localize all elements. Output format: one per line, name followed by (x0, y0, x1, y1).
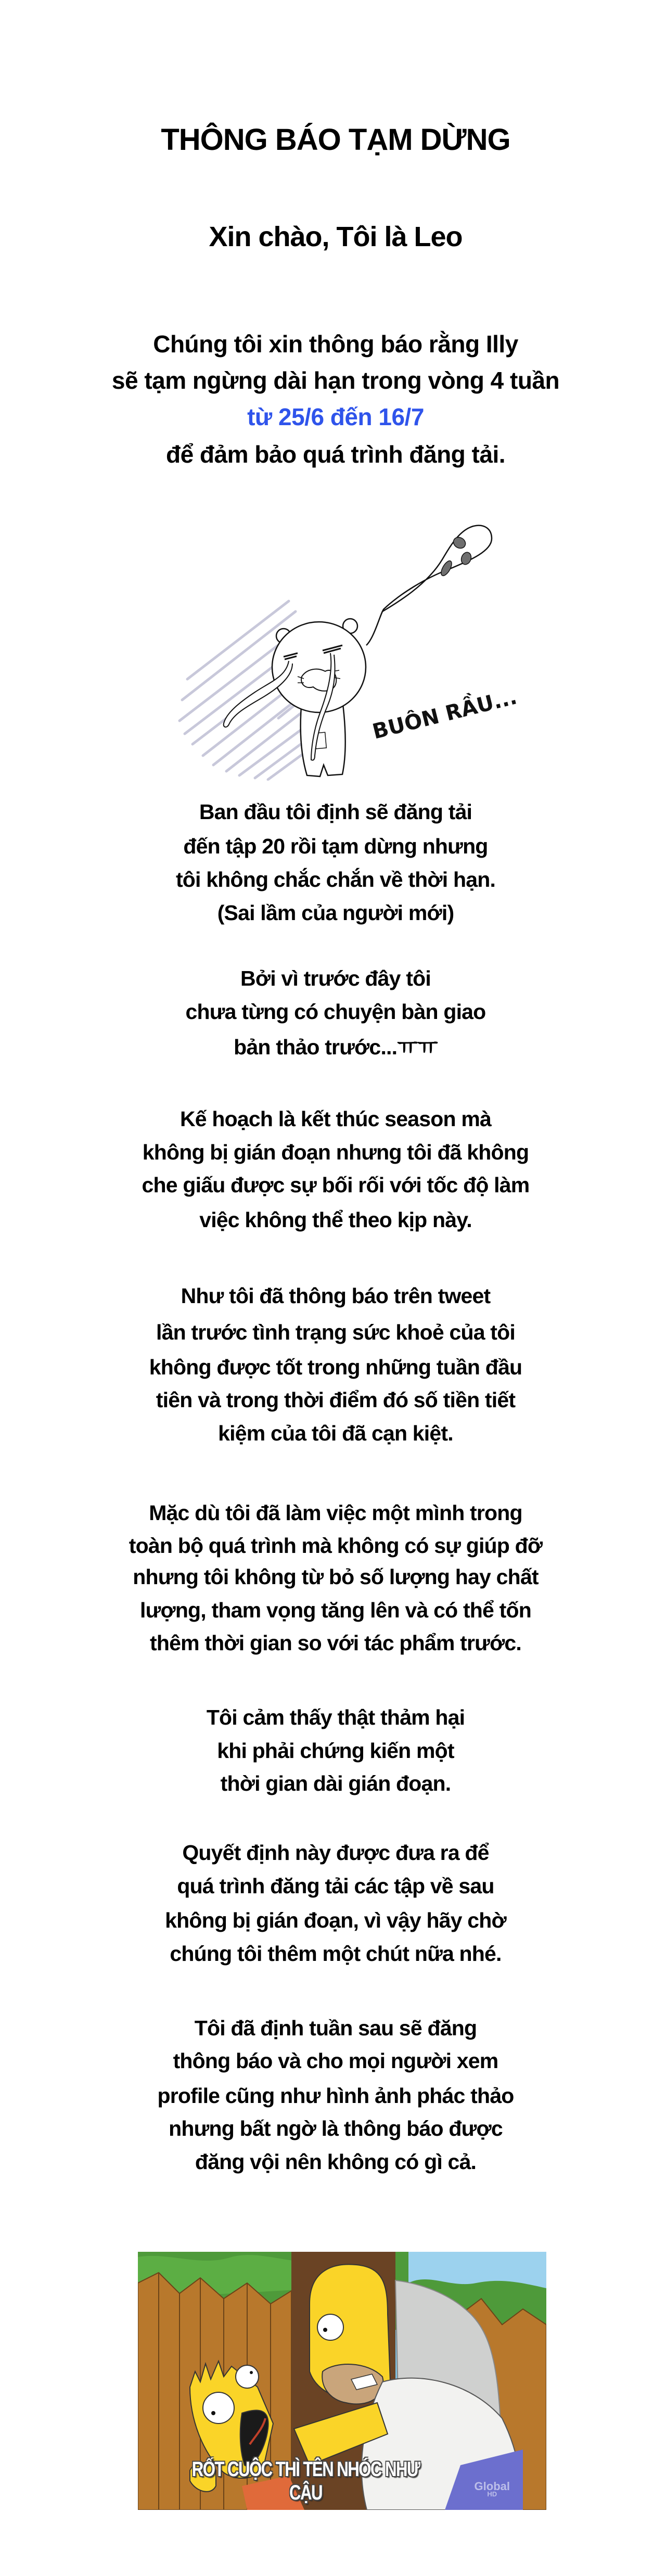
paragraph-line: chúng tôi thêm một chút nữa nhé. (170, 1942, 502, 1966)
paragraph-line: khi phải chứng kiến một (217, 1739, 454, 1763)
paragraph-line: nhưng bất ngờ là thông báo được (169, 2116, 503, 2140)
meme-caption: RỐT CUỘC THÌ TÊN NHÓC NHƯ CẬU (191, 2458, 420, 2504)
sfx-sad-text: BUÔN RẦU... (370, 685, 520, 744)
channel-watermark: Global HD (474, 2479, 510, 2498)
page-title: THÔNG BÁO TẠM DỪNG (161, 123, 510, 157)
bear-head (272, 622, 366, 712)
paragraph-line: bản thảo trước...ㅠㅠ (234, 1035, 438, 1059)
cartoon-meme-image (138, 2252, 546, 2510)
paragraph-line: Quyết định này được đưa ra để (182, 1841, 489, 1865)
greeting: Xin chào, Tôi là Leo (209, 221, 463, 252)
paragraph-line: lần trước tình trạng sức khoẻ của tôi (156, 1320, 515, 1344)
paragraph-line: chưa từng có chuyện bàn giao (185, 1000, 486, 1024)
paragraph-line: không bị gián đoạn, vì vậy hãy chờ (165, 1908, 506, 1932)
paragraph-line: tôi không chắc chắn về thời hạn. (175, 868, 496, 891)
paragraph-line: tiên và trong thời điểm đó số tiền tiết (156, 1388, 516, 1412)
paragraph-line: lượng, tham vọng tăng lên và có thể tốn (139, 1598, 531, 1622)
paragraph-line: Tôi cảm thấy thật thảm hại (206, 1705, 465, 1729)
paragraph-line: profile cũng như hình ảnh phác thảo (157, 2084, 514, 2108)
paragraph-line: Kế hoạch là kết thúc season mà (180, 1107, 492, 1131)
sad-bear-illustration (177, 520, 520, 781)
paragraph-line: thông báo và cho mọi người xem (173, 2049, 498, 2073)
paragraph-line: (Sai lầm của người mới) (217, 901, 454, 925)
intro-line: sẽ tạm ngừng dài hạn trong vòng 4 tuần (111, 367, 560, 394)
paragraph-line: thêm thời gian so với tác phẩm trước. (149, 1631, 522, 1655)
paragraph-line: kiệm của tôi đã cạn kiệt. (218, 1421, 453, 1445)
paragraph-line: che giấu được sự bối rối với tốc độ làm (142, 1173, 530, 1197)
intro-line: để đảm bảo quá trình đăng tải. (165, 441, 506, 468)
paragraph-line: Tôi đã định tuần sau sẽ đăng (194, 2016, 477, 2040)
paragraph-line: không được tốt trong những tuần đầu (149, 1355, 522, 1379)
paragraph-line: đăng vội nên không có gì cả. (195, 2150, 477, 2174)
intro-line: Chúng tôi xin thông báo rằng Illy (153, 330, 518, 358)
paragraph-line: quá trình đăng tải các tập về sau (177, 1874, 494, 1898)
paragraph-line: Như tôi đã thông báo trên tweet (181, 1284, 491, 1308)
pause-dates-highlight: từ 25/6 đến 16/7 (247, 403, 424, 430)
paragraph-line: Bởi vì trước đây tôi (240, 966, 431, 990)
paragraph-line: đến tập 20 rồi tạm dừng nhưng (183, 834, 488, 858)
paragraph-line: việc không thể theo kịp này. (199, 1208, 472, 1232)
paragraph-line: Mặc dù tôi đã làm việc một mình trong (149, 1501, 522, 1525)
paragraph-line: không bị gián đoạn nhưng tôi đã không (142, 1140, 529, 1164)
paragraph-line: thời gian dài gián đoạn. (220, 1771, 451, 1795)
paragraph-line: Ban đầu tôi định sẽ đăng tải (199, 800, 472, 824)
paragraph-line: toàn bộ quá trình mà không có sự giúp đỡ (129, 1534, 543, 1558)
paragraph-line: nhưng tôi không từ bỏ số lượng hay chất (133, 1565, 539, 1589)
